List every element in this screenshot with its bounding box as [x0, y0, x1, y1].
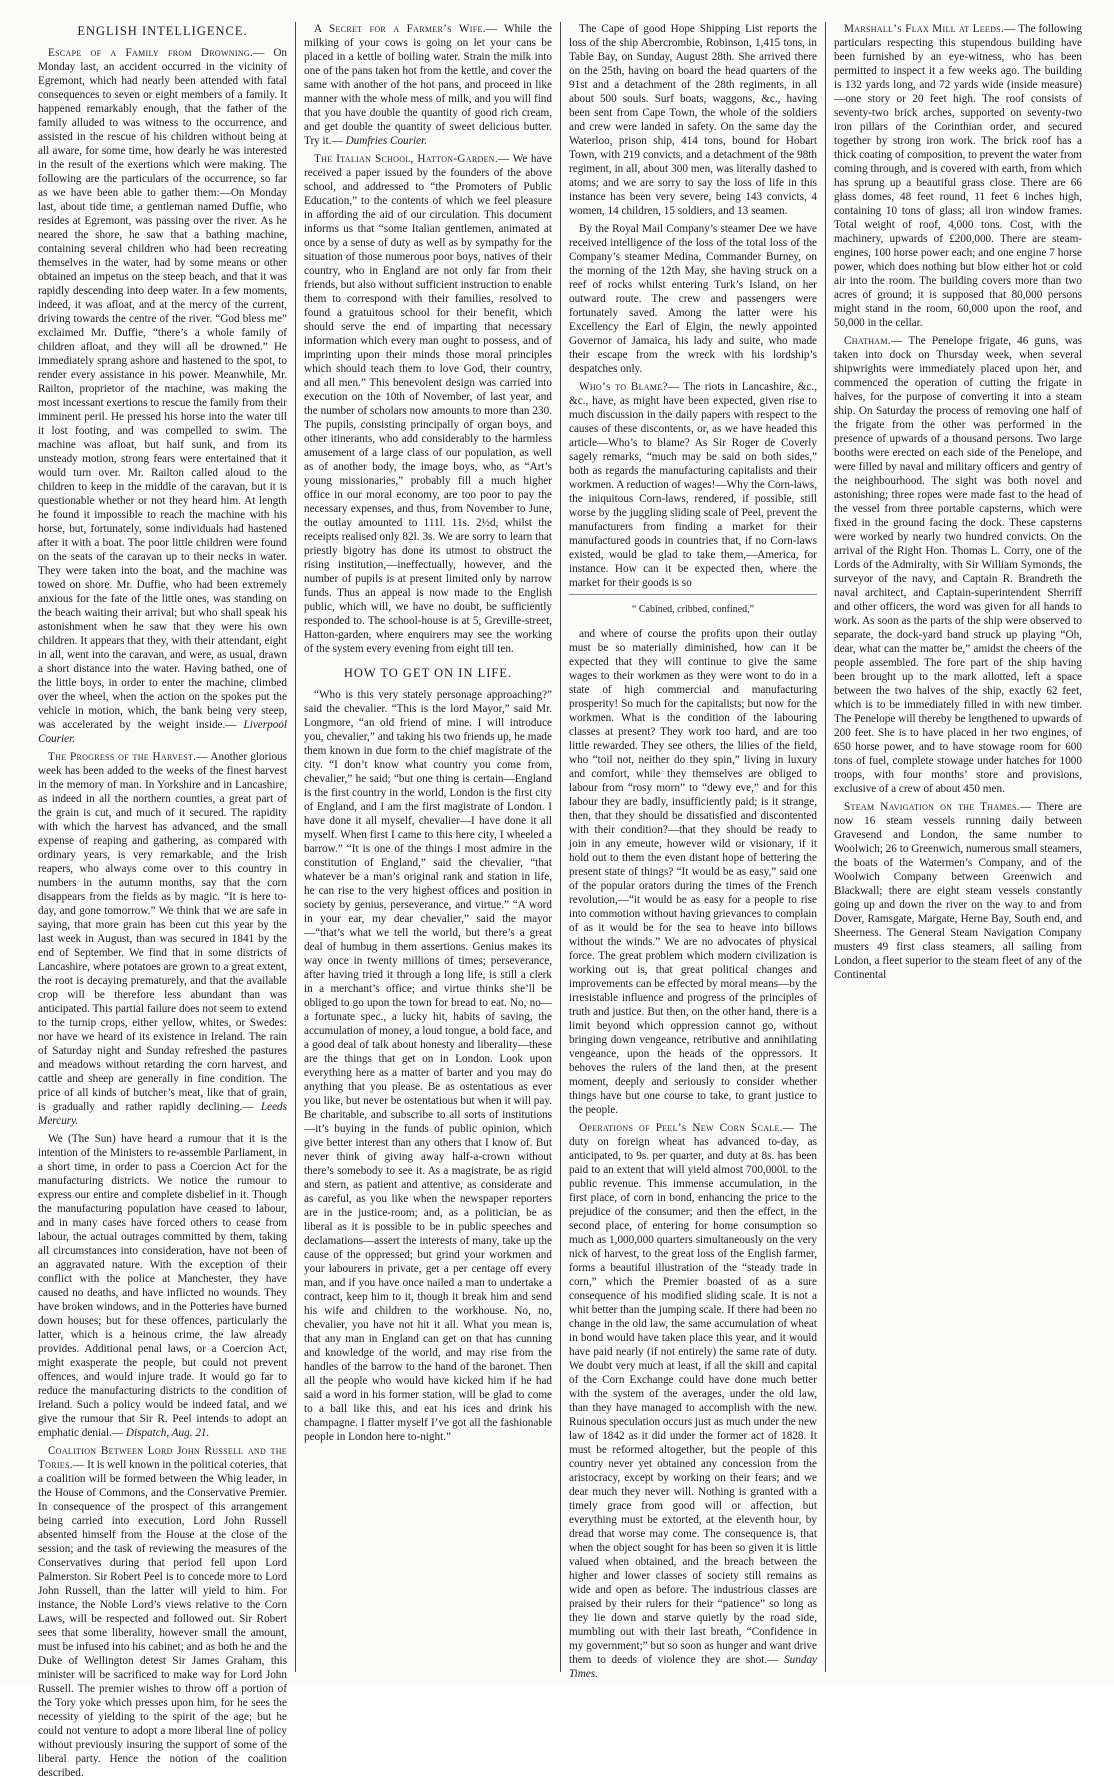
article-parliament	[38, 1132, 287, 1440]
article-flax-mill	[834, 22, 1082, 330]
article-source: Dispatch, Aug. 21.	[125, 1427, 210, 1439]
article-heading: Operations of Peel’s New Corn Scale.—	[579, 1122, 795, 1134]
article-heading: Steam Navigation on the Thames.—	[844, 801, 1032, 813]
article-body: The following particulars respecting this stupendous building have been furnished by an eye-witness, who has been permitted to inspect it a few weeks ago. The building is 132 yards long, and 72 yards wide (inside measure)—one story or 20 feet high. The roof consists of seventy-two brick arches, supported on seventy-two iron pillars of the Corinthian order, and secured together by strong iron work. The brick roof has a thick coating of composition, to prevent the water from coming through, and is covered with earth, from which has sprung up a beautiful grass close. There are 66 glass domes, 48 feet round, 11 feet 6 inches high, containing 10 tons of glass; all iron window frames. Total weight of roof, 4,000 tons. Cost, with the machinery, upwards of £200,000. There are steam-engines, 100 horse power each; and one engine 7 horse power, which does nothing but blow either hot or cold air into the room. The building covers more than two acres of ground; it is supposed that 80,000 persons might stand in the room, 60,000 upon the roof, and 50,000 in the cellar.	[834, 23, 1082, 329]
article-abercrombie	[569, 22, 817, 218]
article-body: It is well known in the political coteries, that a coalition will be formed between the Whig leader, in the House of Commons, and the Conservative Premier. In consequence of the prospect of this arrangement being carried into execution, Lord John Russell absented himself from the House at the close of the session; and the task of reviewing the measures of the Conservatives during that period fell upon Lord Palmerston. Sir Robert Peel is to concede more to Lord John Russell, than the latter will yield to him. For instance, the Noble Lord’s views relative to the Corn Laws, will be respected and followed out. Sir Robert sees that some liberality, however small the amount, must be infused into his cabinet; and as both he and the Duke of Wellington detest Sir James Graham, this minister will be sacrificed to make way for Lord John Russell. The premier wishes to throw off a portion of the Tory yoke which presses upon him, for he sees the necessity of yielding to the spirit of the age; but he could not venture to adopt a more liberal line of policy without previously insuring the support of some of the liberal party. Hence the notion of the coalition described.	[38, 1459, 288, 1779]
article-drowning	[38, 46, 287, 746]
page-title: ENGLISH INTELLIGENCE.	[77, 24, 248, 38]
article-medina	[569, 222, 817, 376]
article-blame-continued	[569, 627, 817, 1117]
column-3	[560, 22, 825, 1680]
article-get-on	[304, 688, 552, 1444]
article-heading: Marshall’s Flax Mill at Leeds.—	[844, 23, 1016, 35]
article-heading: A Secret for a Farmer’s Wife.—	[314, 23, 498, 35]
article-body: The Cape of good Hope Shipping List reports the loss of the ship Abercrombie, Robinson, 1,415 tons, in Table Bay, on Sunday, August 28th. She arrived there on the 25th, having on board the head quarters of the 91st and a detachment of the 28th regiments, in all about 500 souls. Surf boats, waggons, &c., having been sent from Cape Town, the whole of the soldiers and crew were landed in safety. On the same day the Waterloo, prison ship, 414 tons, bound for Hobart Town, with 219 convicts, and a detachment of the 98th regiment, in all, about 300 men, was literally dashed to atoms; and we are sorry to say the loss of life in this instance has been very severe, being 143 convicts, 4 women, 14 children, 15 soldiers, and 13 seamen.	[569, 23, 817, 217]
article-body: On Monday last, an accident occurred in the vicinity of Egremont, which had nearly been attended with fatal consequences to seven or eight members of a family. It happened remarkably enough, that the father of the family alluded to was witness to the occurrence, and assisted in the rescue of his children without being at all aware, for some time, how dearly he was interested in the result of the exertions which were making. The following are the particulars of the occurrence, so far as we have been able to gather them:—On Monday last, about tide time, a gentleman named Duffie, who resides at Egremont, was passing over the river. As he neared the shore, he saw that a bathing machine, containing several children who had been recreating themselves in the water, had by some means or other obtained an impetus on the steep beach, and that it was rapidly descending into deep water. In a few moments, indeed, it was afloat, and at the mercy of the current, driving towards the centre of the river. “God bless me” exclaimed Mr. Duffie, “there’s a whole family of children afloat, and they will all be drowned.” He immediately sprang ashore and hastened to the spot, to render every assistance in his power. Meanwhile, Mr. Railton, proprietor of the machine, was making the most incessant exertions to rescue the family from their imminent peril. He pressed his horse into the water till it lost footing, and was compelled to swim. The machine was afloat, but half sunk, and from its unsteady motion, strong fears were entertained that it would turn over. Mr. Railton called aloud to the children to keep in the middle of the caravan, but it is questionable whether or not they heard him. At length he found it impossible to reach the machine with his horse, but, fortunately, some individuals had hastened after it with a boat. The poor little children were found on the seats of the caravan up to their necks in water. They were taken into the boat, and the machine was towed on shore. Mr. Duffie, who had been extremely anxious for the fate of the little ones, was standing on the beach waiting their arrival; but who shall speak his astonishment when he saw that they were his own children. It appears that they, with their attendant, eight in all, went into the caravan, and were, as usual, drawn a short distance into the water. Having bathed, one of the little boys, in order to enter the machine, climbed over the wheel, when the action on the spokes put the vehicle in motion, which, the bank being very steep, was accelerated by the weight inside.—	[38, 47, 288, 731]
article-farmer	[304, 22, 552, 148]
article-coalition	[38, 1444, 287, 1780]
article-harvest	[38, 750, 287, 1128]
article-body: Another glorious week has been added to the weeks of the finest harvest in the memory of man. In Yorkshire and in Lancashire, as indeed in all the northern counties, a great part of the grain is cut, and much of it secured. The rapidity with which the harvest has advanced, and the small expense of reaping and gathering, as compared with ordinary years, is very remarkable, and the Irish reapers, who always come over to this country in numbers in the autumn months, say that the corn disappears from the fields as by magic. “It is here to-day, and gone tomorrow.” We think that we are safe in saying, that more grain has been cut this year by the last week in August, than was secured in 1841 by the end of September. We find that in some districts of Lancashire, where potatoes are grown to a great extent, the root is decaying prematurely, and that the available crop will be therefore less abundant than was anticipated. This partial failure does not seem to extend to the turnip crops, either yellow, whites, or Swedes: nor have we heard of its existence in Ireland. The rain of Saturday night and Sunday refreshed the pastures and meadows without retarding the corn harvest, and cattle and sheep are generally in fine condition. The price of all kinds of butcher’s meat, like that of grain, is gradually and rather rapidly declining.—	[38, 751, 287, 1113]
article-heading: Chatham.—	[844, 335, 903, 347]
article-body: We have received a paper issued by the founders of the above school, and addressed to “the Promoters of Public Education,” to the contents of which we feel pleasure in affording the aid of our circulation. This document informs us that “some Italian gentlemen, animated at once by a sense of duty as well as by sympathy for the situation of those numerous poor boys, natives of their country, who in England are not only far from their friends, but also without sufficient instruction to enable them to correspond with their families, resolved to found a gratuitous school for their benefit, which should serve the end of imparting that necessary information which every man ought to possess, and of imprinting upon their minds those moral principles which should teach them to love God, their country, and all men.” This benevolent design was carried into execution on the 10th of November, of last year, and the number of scholars now amounts to more than 230. The pupils, consisting principally of organ boys, and other itinerants, who add considerably to the harmless amusement of a large class of our population, as well as of another body, the image boys, who, as “Art’s young missionaries,” probably fill a much higher office in our moral economy, are too poor to pay the necessary expenses, and thus, from November to June, the outlay amounted to 111l. 11s. 2½d, whilst the receipts realised only 82l. 3s. We are sorry to learn that priestly bigotry has done its utmost to obstruct the rising institution,—ineffectually, however, and the number of pupils is at present limited only by narrow funds. Thus an appeal is now made to the English public, which will, we have no doubt, be sufficiently responded to. The school-house is at 5, Greville-street, Hatton-garden, where enquirers may see the working of the system every evening from eight till ten.	[304, 153, 552, 655]
article-italian-school	[304, 152, 552, 656]
article-body: While the milking of your cows is going on let your cans be placed in a kettle of boiling water. Strain the milk into one of the pans taken hot from the kettle, and cover the same with another of the hot pans, and proceed in like manner with the whole mess of milk, and you will find that you have double the quantity of good rich cream, and get double the quantity of sweet delicious butter. Try it.—	[304, 23, 552, 147]
article-body: and where of course the profits upon their outlay must be so materially diminished, how can it be expected that they will continue to give the same wages to their workmen as they were wont to do in a state of high commercial and manufacturing prosperity! So much for the capitalists; but now for the workmen. What is the condition of the labouring classes at present? They work too hard, and are too little rewarded. They see others, the lilies of the field, who “toil not, neither do they spin,” living in luxury and comfort, while they themselves are obliged to labour from “rosy morn” to “dewy eve,” and for this labour they are badly, insufficiently paid; is it strange, then, that they should be dissatisfied and discontented with their condition?—that they should be ready to join in any emeute, however wild or visionary, if it hold out to them the even distant hope of bettering the present state of things? “It would be as easy,” said one of the popular orators during the times of the French revolution,—“it would be as easy for a people to rise into commotion without having grievances to complain of as it would be for the sea to heave into billows without the winds.” We are no advocates of physical force. The great problem which modern civilization is working out is, that great political changes and improvements can be effected by moral means—by the irresistable influence and progress of the principles of truth and justice. But then, on the other hand, there is a limit beyond which oppression cannot go, without bringing down vengeance, retributive and annihilating vengeance, upon the heads of the oppressors. It behoves the rulers of the land then, at the present moment, deeply and seriously to consider whether things have but one course to take, to grant justice to the people.	[569, 628, 817, 1116]
article-body: There are now 16 steam vessels running daily between Gravesend and London, the same number to Woolwich; 26 to Greenwich, numerous small steamers, the boats of the Watermen’s Company, and of the Woolwich Company between Greenwich and Blackwall; there are eight steam vessels constantly going up and down the river on the way to and from Dover, Ramsgate, Margate, Herne Bay, South end, and Sheerness. The General Steam Navigation Company musters 49 first class steamers, all sailing from London, a fleet superior to the steam fleet of any of the Continental	[834, 801, 1082, 981]
article-body: The Penelope frigate, 46 guns, was taken into dock on Thursday week, when several shipwrights were immediately placed upon her, and commenced the operation of cutting the frigate in halves, for the purpose of converting it into a steam ship. On Saturday the process of removing one half of the frigate from the other was performed in the presence of upwards of a thousand persons. Two large booths were erected on each side of the Penelope, and were filled by naval and military officers and gentry of the neighbourhood. The sight was both novel and astonishing; three ropes were made fast to the head of the vessel from three portable capsterns, which were fixed in the ground facing the dock. These capsterns were worked by nearly two hundred convicts. On the arrival of the Right Hon. Thomas L. Corry, one of the Lords of the Admiralty, with Sir William Symonds, the surveyor of the navy, and Captain R. Brandreth the naval architect, and Captain-superintendent Sherriff and other officers, the word was given for all hands to work. As soon as the parts of the ship were observed to separate, the dock-yard band struck up playing “Oh, dear, what can the matter be,” amidst the cheers of the people assembled. The fore part of the ship having been brought up to the mark allotted, left a space between the two halves of the ship, exactly 62 feet, which is to be immediately filled in with new timber. The Penelope will thereby be lengthened to upwards of 200 feet. She is to have placed in her two engines, of 650 horse power, and to have stowage room for 600 tons of fuel, complete stowage under hatches for 1000 troops, with four months’ store and provisions, exclusive of a crew of about 450 men.	[834, 335, 1082, 795]
article-source: Leeds Mercury.	[38, 1101, 287, 1127]
article-heading: Coalition Between Lord John Russell and the Tories.—	[38, 1445, 287, 1471]
article-body: We (The Sun) have heard a rumour that it is the intention of the Ministers to re-assemble Parliament, in a short time, in order to pass a Coercion Act for the manufacturing districts. We notice the rumour to express our entire and complete disbelief in it. Though the manufacturing population have ceased to labour, and in many cases have forced others to cease from labour, the actual outrages committed by them, taking all circumstances into consideration, have not been of an aggravated nature. With the exception of their conflict with the police at Manchester, they have caused no deaths, and have inflicted no wounds. They have broken windows, and in the Potteries have burned down houses; but for these offences, particularly the latter, which is a heinous crime, the law already provides. Additional penal laws, or a Coercion Act, might exasperate the people, but could not prevent offences, and would injure trade. It would go far to reduce the manufacturing districts to the condition of Ireland. Such a policy would be indeed fatal, and we give the rumour that Sir R. Peel intends to adopt an emphatic denial.—	[38, 1133, 287, 1439]
section-title-get-on: HOW TO GET ON IN LIFE.	[343, 666, 513, 680]
columns	[30, 22, 1090, 1779]
article-source: Sunday Times.	[569, 1654, 817, 1680]
quote-verse: “ Cabined, cribbed, confined,”	[569, 594, 817, 617]
article-chatham	[834, 334, 1082, 796]
article-body: The riots in Lancashire, &c., &c., have, as might have been expected, given rise to much discussion in the daily papers with respect to the causes of these discontents, or, as we have headed this article—Who’s to blame? As Sir Roger de Coverly sagely remarks, “much may be said on both sides,” both as regards the manufacturing capitalists and their workmen. A reduction of wages!—Why the Corn-laws, the iniquitous Corn-laws, rendered, if possible, still worse by the juggling sliding scale of Peel, prevent the manufacturers from finding a market for their manufactured goods in countries that, if no Corn-laws existed, would be glad to take them,—America, for instance. How can it be expected then, where the market for their goods is so	[569, 381, 817, 589]
article-heading: Escape of a Family from Drowning.—	[48, 47, 265, 59]
article-body: The duty on foreign wheat has advanced to-day, as anticipated, to 9s. per quarter, and duty at 8s. has been paid to an extent that will yield almost 700,000l. to the public revenue. This immense accumulation, in the first place, of corn in bond, enhancing the price to the prejudice of the consumer; and then the effect, in the second place, of entering for home consumption so much as 1,000,000 quarters simultaneously on the very nick of harvest, to the great loss of the English farmer, forms a beautiful illustration of the “steady trade in corn,” which the Premier boasted of as a sure consequence of his modified sliding scale. It is not a whit better than the jumping scale. If there had been no change in the old law, the same accumulation of wheat in bond would have taken place this year, and it would have paid nearly (if not entirely) the same rate of duty. We doubt very much at least, if all the skill and capital of the Corn Exchange could have done much better with the system of the averages, under the old law, than they have managed to accomplish with the new. Ruinous speculation occurs just as much under the new law of 1842 as it did under the former act of 1828. It must be reformed altogether, but the people of this country never yet obtained any concession from the aristocracy, except by working on their fears; and we dear much they never will. Nothing is granted with a timely grace from good will or affection, but everything must be extorted, at the eleventh hour, by dread that worse may come. The consequence is, that when the object sought for has been so given it is little valued when obtained, and the breach between the higher and lower classes of society still remains as wide and open as before. The industrious classes are praised by their rulers for their “patience” so long as they lie down and starve quietly by the road side, mumbling out with their last breath, “Confidence in my government;” but so soon as hunger and want drive them to deeds of violence they are shot.—	[569, 1122, 817, 1666]
column-2	[295, 22, 560, 1672]
article-heading: Who’s to Blame?—	[579, 381, 680, 393]
column-1	[30, 22, 295, 1779]
article-blame	[569, 380, 817, 590]
article-heading: The Progress of the Harvest.—	[48, 751, 208, 763]
article-source: Liverpool Courier.	[38, 719, 287, 745]
article-source: Dumfries Courier.	[345, 135, 427, 147]
article-body: By the Royal Mail Company’s steamer Dee we have received intelligence of the loss of the total loss of the Company’s steamer Medina, Commander Burney, on the morning of the 12th May, she having struck on a reef of rocks whilst entering Turk’s Island, on her outward route. The crew and passengers were fortunately saved. Among the latter were his Excellency the Earl of Elgin, the newly appointed Governor of Jamaica, his lady and suite, who made their escape from the wreck with his lordship’s despatches only.	[569, 223, 817, 375]
column-4	[825, 22, 1090, 1672]
article-heading: The Italian School, Hatton-Garden.—	[314, 153, 510, 165]
article-thames	[834, 800, 1082, 982]
article-body: “Who is this very stately personage approaching?” said the chevalier. “This is the lord Mayor,” said Mr. Longmore, “an old friend of mine. I will introduce you, chevalier,” and taking his two friends up, he made them known in due form to the chief magistrate of the city. “I don’t know what country you come from, chevalier,” he said; “but one thing is certain—England is the first country in the world, London is the first city of England, and I am the first magistrate of London. I have done it all myself, chevalier—I have done it all myself. When first I came to this here city, I wheeled a barrow.” “It is one of the things I most admire in the constitution of England,” said the chevalier, “that whatever be a man’s original rank and station in life, he can rise to the very highest offices and position in society by genius, perseverance, and virtue.” “A word in your ear, my dear chevalier,” said the mayor—“that’s what we tell the world, but there’s a great deal of humbug in them assertions. Genius makes its way once in twenty millions of times; perseverance, after having tried it through a long life, is still a clerk in a merchant’s office; and virtue thinks she’ll be obliged to go upon the town for bread to eat. No, no—a fortunate spec., a lucky hit, habits of saving, the accumulation of money, a loud tongue, a bold face, and a good deal of talk about honesty and liberality—these are the things that get on in London. Look upon everything here as a matter of barter and you may do anything that you please. Be as ostentatious as ever you like, but never be ostentatious but when it will pay. Be charitable, and subscribe to all sorts of institutions—it’s buying in the funds of public opinion, which give better interest than any others that I know of. But never think of giving away half-a-crown without there’s somebody to see it. As a magistrate, be as rigid and stern, as patient and attentive, as considerate and as careful, as you like when the newspaper reporters are in the justice-room; and, as a politician, be as liberal as it is possible to be in public speeches and declamations—assert the interests of many, take up the cause of the oppressed; but grind your workmen and your labourers in private, get a per centage off every man, and if you have once nailed a man to undertake a contract, keep him to it, though it break him and send his wife and children to the workhouse. No, no, chevalier, you have not hit it all. What you mean is, that any man in England can get on that has cunning and knowledge of the world, and may rise from the handles of the barrow to the hand of the baronet. Then all the people who would have kicked him if he had said a word in his former station, will be glad to come to a ball like this, and eat his ices and drink his champagne. I flatter myself I’ve got all the fashionable people in London here to-night.”	[304, 689, 552, 1443]
article-corn-scale	[569, 1121, 817, 1681]
